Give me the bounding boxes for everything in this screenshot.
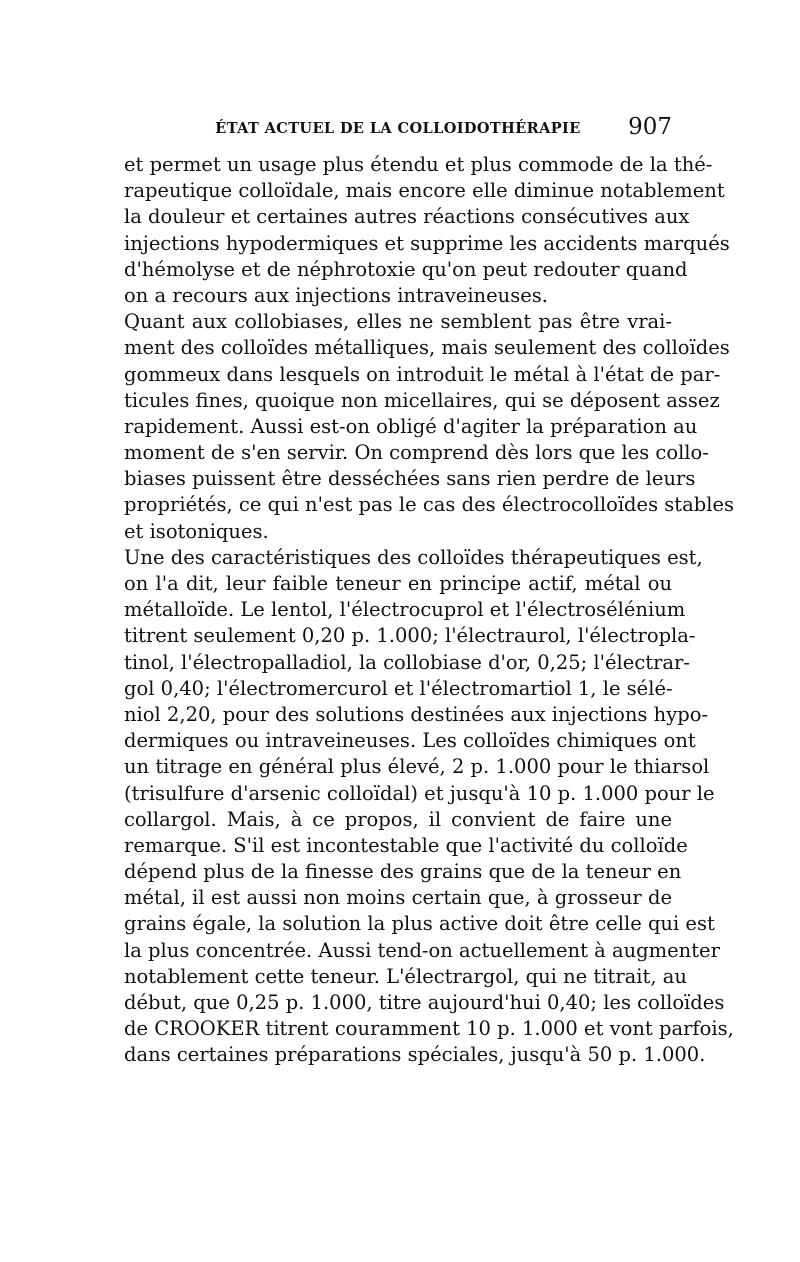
text-line: début, que 0,25 p. 1.000, titre aujourd'hui 0,40; les colloïdes [124, 991, 725, 1014]
text-line: injections hypodermiques et supprime les accidents marqués [124, 231, 730, 255]
page-number: 907 [628, 114, 672, 140]
text-line: Quant aux collobiases, elles ne semblent pas être vrai- [124, 310, 672, 334]
text-line: dépend plus de la finesse des grains que de la teneur en [124, 860, 682, 884]
text-line: (trisulfure d'arsenic colloïdal) et jusqu'à 10 p. 1.000 pour le [124, 781, 715, 805]
text-line: propriétés, ce qui n'est pas le cas des électrocolloïdes stables [124, 493, 735, 517]
text-line: gommeux dans lesquels on introduit le métal à l'état de par- [124, 362, 721, 386]
paragraph-3 [124, 545, 734, 1069]
text-line: Une des caractéristiques des colloïdes thérapeutiques est, [124, 545, 703, 569]
text-line: métalloïde. Le lentol, l'électrocuprol et l'électrosélénium [124, 598, 686, 622]
text-line: niol 2,20, pour des solutions destinées aux injections hypo- [124, 702, 709, 726]
text-line: on l'a dit, leur faible teneur en principe actif, métal ou [124, 572, 672, 595]
text-line: on a recours aux injections intraveineuses. [124, 283, 548, 307]
text-line: et isotoniques. [124, 519, 269, 543]
text-line: titrent seulement 0,20 p. 1.000; l'électraurol, l'électropla- [124, 624, 696, 648]
text-line: grains égale, la solution la plus active doit être celle qui est [124, 912, 715, 936]
text-line: et permet un usage plus étendu et plus commode de la thé- [124, 153, 713, 176]
text-line: tinol, l'électropalladiol, la collobiase d'or, 0,25; l'électrar- [124, 650, 690, 674]
paragraph-2 [124, 309, 735, 545]
text-line: d'hémolyse et de néphrotoxie qu'on peut redouter quand [124, 257, 688, 281]
text-line: un titrage en général plus élevé, 2 p. 1.000 pour le thiarsol [124, 755, 710, 779]
text-line: métal, il est aussi non moins certain que, à grosseur de [124, 886, 672, 910]
text-line: la douleur et certaines autres réactions consécutives aux [124, 205, 690, 229]
text-line: notablement cette teneur. L'électrargol, qui ne titrait, au [124, 964, 687, 988]
text-line: la plus concentrée. Aussi tend-on actuellement à augmenter [124, 938, 720, 962]
running-header [124, 114, 672, 142]
text-line: collargol. Mais, à ce propos, il convient de faire une [124, 807, 672, 831]
text-line: dermiques ou intraveineuses. Les colloïdes chimiques ont [124, 729, 696, 753]
text-line: dans certaines préparations spéciales, jusqu'à 50 p. 1.000. [124, 1043, 706, 1067]
text-line: gol 0,40; l'électromercurol et l'électromartiol 1, le sélé- [124, 676, 673, 700]
text-line: ment des colloïdes métalliques, mais seulement des colloïdes [124, 336, 730, 360]
text-line: biases puissent être desséchées sans rien perdre de leurs [124, 467, 696, 491]
body-text [124, 152, 735, 1069]
text-line: ticules fines, quoique non micellaires, qui se déposent assez [124, 388, 720, 412]
text-line: moment de s'en servir. On comprend dès lors que les collo- [124, 441, 709, 465]
text-line: remarque. S'il est incontestable que l'activité du colloïde [124, 833, 688, 857]
running-title: ÉTAT ACTUEL DE LA COLLOIDOTHÉRAPIE [215, 120, 581, 137]
text-line: rapeutique colloïdale, mais encore elle diminue notablement [124, 179, 725, 203]
text-line: de CROOKER titrent couramment 10 p. 1.000 et vont parfois, [124, 1017, 734, 1041]
text-line: rapidement. Aussi est-on obligé d'agiter la préparation au [124, 414, 698, 438]
paragraph-1 [124, 152, 730, 309]
